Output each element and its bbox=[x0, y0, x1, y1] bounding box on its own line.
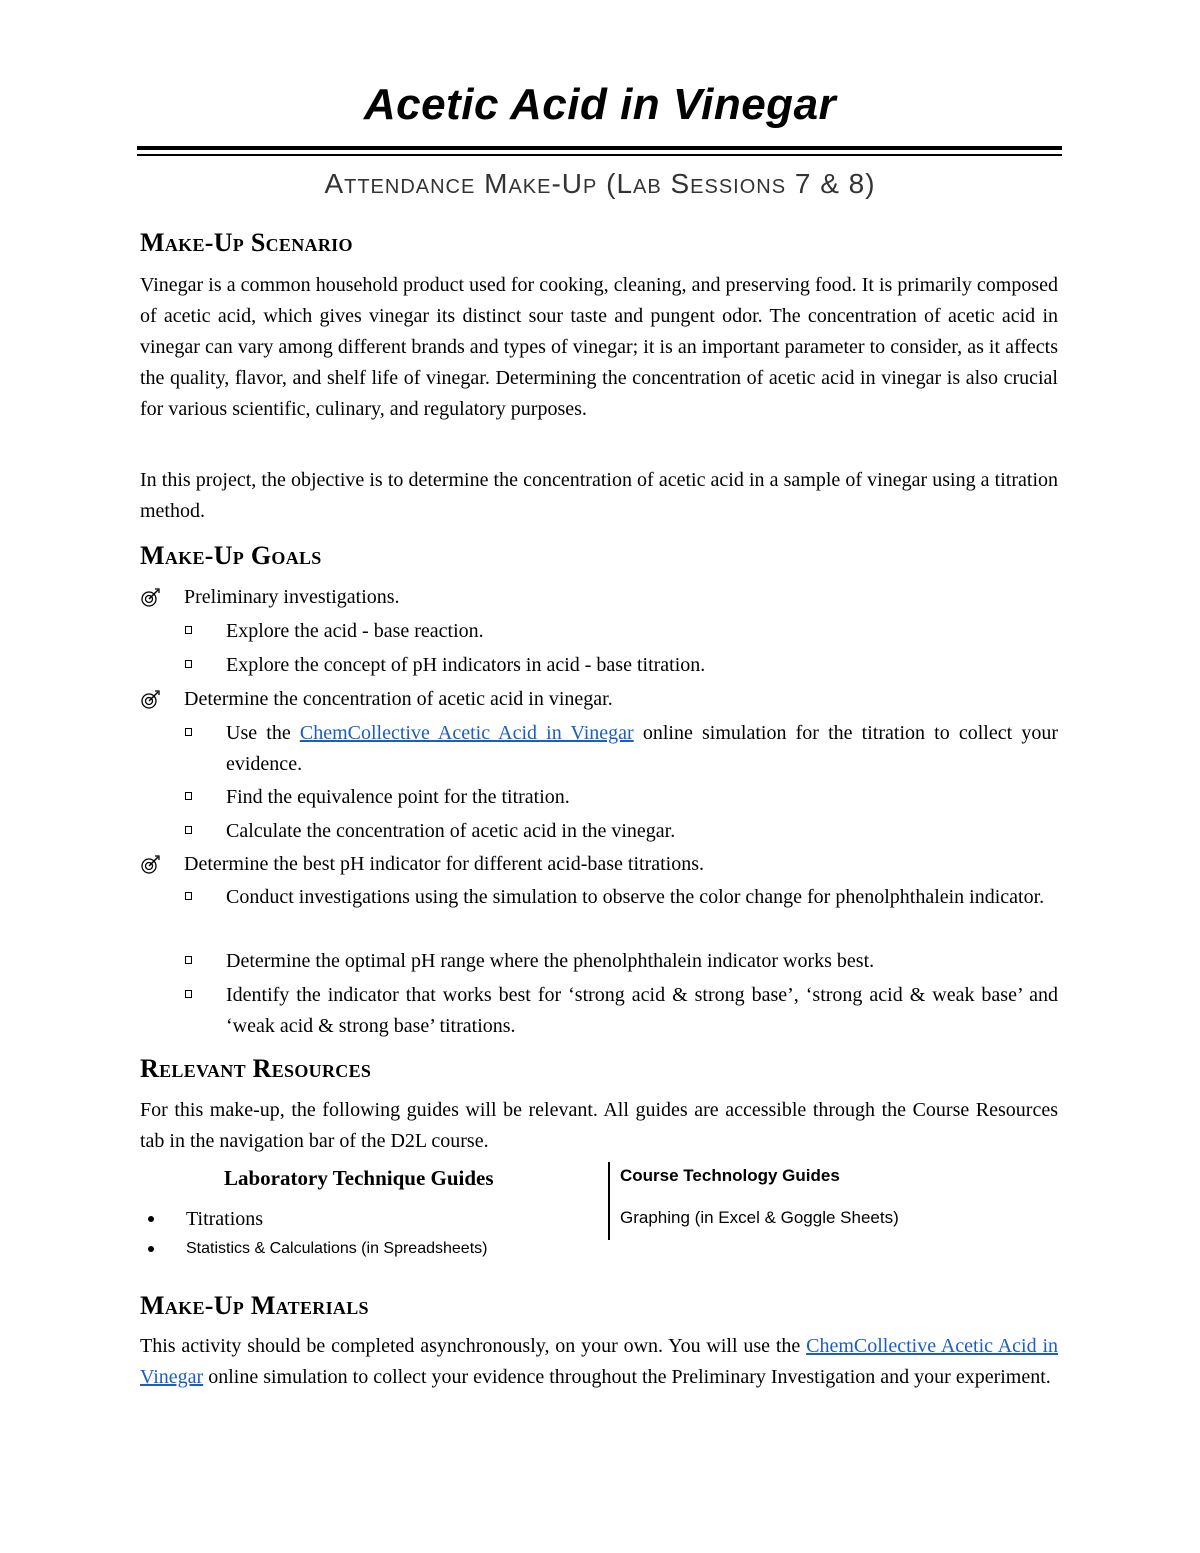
goal-subitem bbox=[185, 946, 1058, 977]
square-bullet-icon bbox=[185, 990, 192, 998]
goal-subitem bbox=[185, 882, 1058, 913]
goal-subitem bbox=[185, 816, 1058, 847]
square-bullet-icon bbox=[185, 728, 192, 736]
goal-subitem-text: Conduct investigations using the simulation to observe the color change for phenolphthalein indicator. bbox=[226, 886, 1045, 908]
goal-subitem-text bbox=[226, 718, 1058, 780]
goal-subitem-text-post: online simulation for the titration to collect your evidence. bbox=[226, 722, 1058, 775]
bullet-dot-icon bbox=[148, 1246, 154, 1252]
goal-subitem-text-pre: Use the bbox=[226, 722, 291, 744]
resources-intro: For this make-up, the following guides will be relevant. All guides are accessible through the Course Resources tab in the navigation bar of the D2L course. bbox=[140, 1099, 1058, 1152]
goal-subitem-text: Determine the optimal pH range where the phenolphthalein indicator works best. bbox=[226, 950, 875, 972]
guide-item-text: Statistics & Calculations (in Spreadsheets) bbox=[186, 1240, 488, 1257]
bullet-dot-icon bbox=[148, 1216, 154, 1222]
goal-subitem-text: Identify the indicator that works best for ‘strong acid & strong base’, ‘strong acid & weak base’ and ‘weak acid & strong base’ titrations. bbox=[226, 984, 1058, 1037]
target-arrow-icon bbox=[140, 588, 160, 608]
title-rule-thin bbox=[137, 154, 1062, 156]
goal-subitem bbox=[185, 616, 1058, 647]
goal-subitem-text: Find the equivalence point for the titration. bbox=[226, 786, 570, 808]
chemcollective-link[interactable]: ChemCollective Acetic Acid in Vinegar bbox=[299, 722, 634, 744]
chemcollective-link[interactable]: ChemCollective Acetic Acid in Vinegar bbox=[140, 1335, 1059, 1388]
square-bullet-icon bbox=[185, 792, 192, 800]
goal-text: Determine the concentration of acetic acid in vinegar. bbox=[184, 688, 613, 710]
resources-column-divider bbox=[608, 1162, 610, 1240]
goal-subitem-text: Explore the concept of pH indicators in acid - base titration. bbox=[226, 654, 706, 676]
goal-subitem bbox=[185, 782, 1058, 813]
target-arrow-icon bbox=[140, 855, 160, 875]
square-bullet-icon bbox=[185, 956, 192, 964]
goal-subitem-text: Explore the acid - base reaction. bbox=[226, 620, 484, 642]
goal-text: Preliminary investigations. bbox=[184, 586, 400, 608]
goal-subitem-text: Calculate the concentration of acetic acid in the vinegar. bbox=[226, 820, 676, 842]
goal-text: Determine the best pH indicator for different acid-base titrations. bbox=[184, 853, 704, 875]
title-rule-thick bbox=[137, 146, 1062, 150]
course-technology-guides-heading: Course Technology Guides bbox=[620, 1166, 840, 1185]
document-subtitle: Attendance Make-Up (Lab Sessions 7 & 8) bbox=[324, 168, 876, 199]
goal-subitem bbox=[185, 650, 1058, 681]
square-bullet-icon bbox=[185, 892, 192, 900]
square-bullet-icon bbox=[185, 660, 192, 668]
guide-item-text: Titrations bbox=[186, 1208, 264, 1230]
square-bullet-icon bbox=[185, 626, 192, 634]
scenario-paragraph-2: In this project, the objective is to determine the concentration of acetic acid in a sample of vinegar using a titration method. bbox=[140, 469, 1058, 522]
scenario-heading: Make-Up Scenario bbox=[140, 228, 353, 257]
document-title: Acetic Acid in Vinegar bbox=[363, 80, 837, 129]
materials-text-post: online simulation to collect your evidence throughout the Preliminary Investigation and your experiment. bbox=[208, 1366, 1051, 1388]
guide-item-text: Graphing (in Excel & Goggle Sheets) bbox=[620, 1208, 899, 1227]
square-bullet-icon bbox=[185, 826, 192, 834]
materials-heading: Make-Up Materials bbox=[140, 1291, 369, 1320]
materials-paragraph bbox=[140, 1331, 1058, 1393]
goal-subitem bbox=[185, 980, 1058, 1042]
resources-heading: Relevant Resources bbox=[140, 1054, 372, 1083]
goals-heading: Make-Up Goals bbox=[140, 541, 322, 570]
scenario-paragraph-1: Vinegar is a common household product used for cooking, cleaning, and preserving food. It is primarily composed of acetic acid, which gives vinegar its distinct sour taste and pungent odor. The concentration of acetic acid in vinegar can vary among different brands and types of vinegar; it is an important parameter to consider, as it affects the quality, flavor, and shelf life of vinegar. Determining the concentration of acetic acid in vinegar is also crucial for various scientific, culinary, and regulatory purposes. bbox=[140, 274, 1058, 420]
materials-text-pre: This activity should be completed asynchronously, on your own. You will use the bbox=[140, 1335, 801, 1357]
lab-technique-guides-heading: Laboratory Technique Guides bbox=[224, 1166, 494, 1190]
target-arrow-icon bbox=[140, 690, 160, 710]
goal-subitem bbox=[185, 718, 1058, 780]
